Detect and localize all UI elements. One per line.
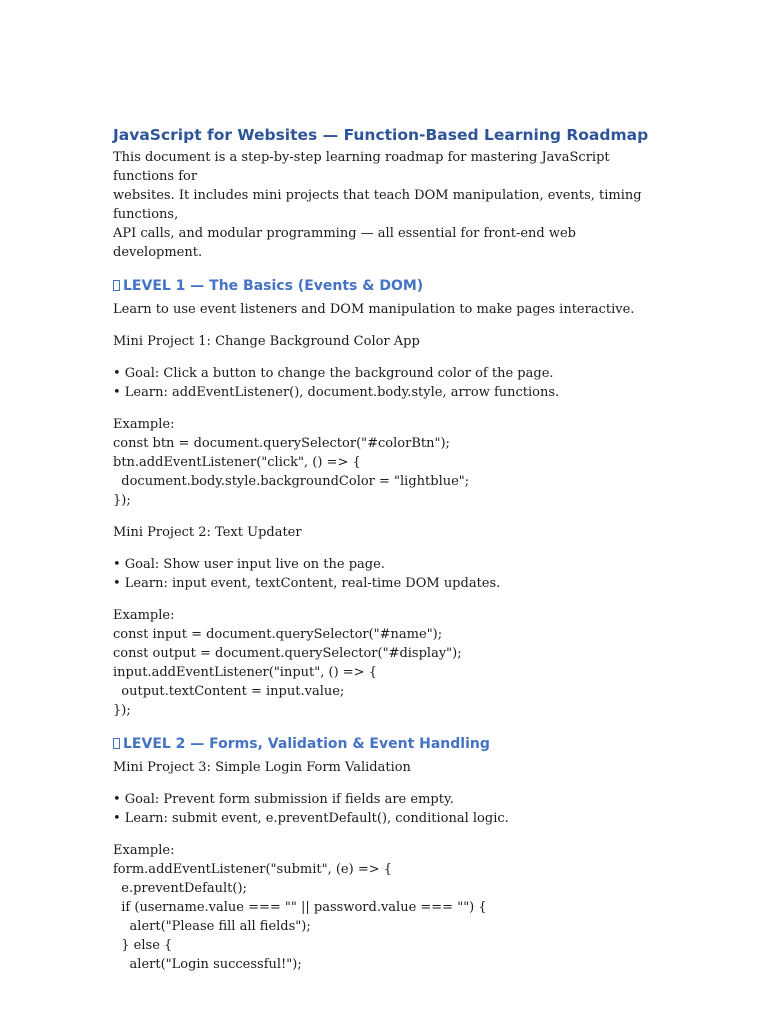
code-line: alert("Please fill all fields"); xyxy=(113,919,311,934)
code-line: }); xyxy=(113,703,131,718)
level1-heading-text: LEVEL 1 — The Basics (Events & DOM) xyxy=(123,278,424,294)
code-line: Example: xyxy=(113,843,175,858)
project3-bullets xyxy=(113,790,668,828)
code-line: alert("Login successful!"); xyxy=(113,957,302,972)
project2-learn: • Learn: input event, textContent, real-time DOM updates. xyxy=(113,576,501,591)
project1-example xyxy=(113,415,668,510)
level1-description: Learn to use event listeners and DOM manipulation to make pages interactive. xyxy=(113,302,635,317)
level1-heading xyxy=(113,276,668,296)
document-title: JavaScript for Websites — Function-Based Learning Roadmap xyxy=(113,126,649,144)
code-line: btn.addEventListener("click", () => { xyxy=(113,455,361,470)
project1-title: Mini Project 1: Change Background Color App xyxy=(113,334,420,349)
missing-glyph-icon xyxy=(113,738,120,749)
code-line: e.preventDefault(); xyxy=(113,881,247,896)
project3-title: Mini Project 3: Simple Login Form Validation xyxy=(113,760,411,775)
intro-line: websites. It includes mini projects that teach DOM manipulation, events, timing functions, xyxy=(113,188,642,222)
project1-learn: • Learn: addEventListener(), document.body.style, arrow functions. xyxy=(113,385,560,400)
project1-bullets xyxy=(113,364,668,402)
code-line: Example: xyxy=(113,417,175,432)
code-line: } else { xyxy=(113,938,173,953)
code-line: const output = document.querySelector("#display"); xyxy=(113,646,462,661)
project3-goal: • Goal: Prevent form submission if fields are empty. xyxy=(113,792,454,807)
code-line: document.body.style.backgroundColor = "lightblue"; xyxy=(113,474,470,489)
intro-line: API calls, and modular programming — all essential for front-end web development. xyxy=(113,226,576,260)
code-line: const btn = document.querySelector("#colorBtn"); xyxy=(113,436,450,451)
project1-goal: • Goal: Click a button to change the background color of the page. xyxy=(113,366,554,381)
project2-bullets xyxy=(113,555,668,593)
project2-title: Mini Project 2: Text Updater xyxy=(113,525,302,540)
project3-learn: • Learn: submit event, e.preventDefault(), conditional logic. xyxy=(113,811,509,826)
level2-heading xyxy=(113,734,668,754)
intro-line: This document is a step-by-step learning roadmap for mastering JavaScript functions for xyxy=(113,150,610,184)
code-line: Example: xyxy=(113,608,175,623)
project2-goal: • Goal: Show user input live on the page. xyxy=(113,557,385,572)
intro-paragraph xyxy=(113,148,668,262)
code-line: input.addEventListener("input", () => { xyxy=(113,665,377,680)
level2-heading-text: LEVEL 2 — Forms, Validation & Event Handling xyxy=(123,736,490,752)
code-line: if (username.value === "" || password.value === "") { xyxy=(113,900,487,915)
code-line: }); xyxy=(113,493,131,508)
code-line: const input = document.querySelector("#name"); xyxy=(113,627,443,642)
missing-glyph-icon xyxy=(113,280,120,291)
code-line: output.textContent = input.value; xyxy=(113,684,345,699)
project3-example xyxy=(113,841,668,974)
project2-example xyxy=(113,606,668,720)
code-line: form.addEventListener("submit", (e) => { xyxy=(113,862,393,877)
